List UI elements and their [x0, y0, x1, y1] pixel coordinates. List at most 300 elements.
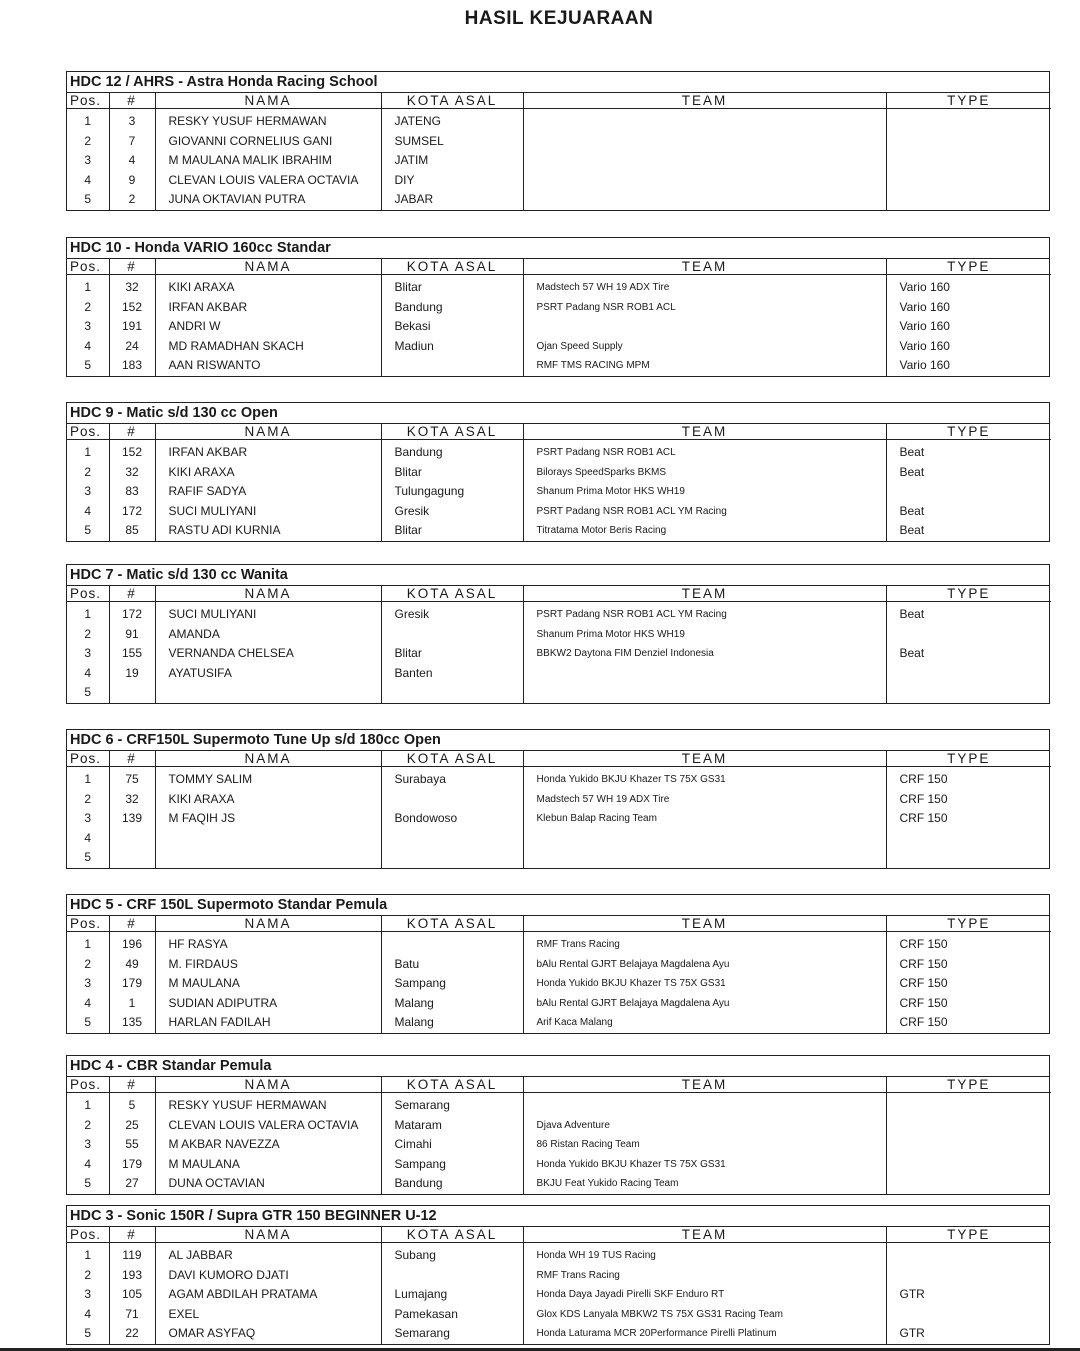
- cell-kota: Sampang: [381, 1155, 523, 1175]
- cell-team: Djava Adventure: [523, 1116, 886, 1136]
- cell-pos: 4: [67, 829, 109, 849]
- cell-team: Honda WH 19 TUS Racing: [523, 1243, 886, 1266]
- cell-type: Vario 160: [899, 319, 950, 333]
- cell-type: Beat: [899, 445, 925, 459]
- cell-num: 193: [109, 1266, 155, 1286]
- header-team: TEAM: [523, 259, 886, 275]
- cell-kota: [381, 625, 523, 645]
- table-row: [67, 337, 1051, 357]
- cell-team: [523, 683, 886, 703]
- cell-num: 135: [109, 1013, 155, 1033]
- header-kota: KOTA ASAL: [381, 1077, 523, 1093]
- cell-num: 172: [109, 602, 155, 625]
- cell-team: [523, 1093, 886, 1116]
- cell-nama: RESKY YUSUF HERMAWAN: [155, 109, 381, 132]
- cell-pos: 3: [67, 317, 109, 337]
- cell-type: Beat: [899, 646, 925, 660]
- cell-nama: OMAR ASYFAQ: [155, 1324, 381, 1344]
- cell-nama: M. FIRDAUS: [155, 955, 381, 975]
- cell-team: [523, 848, 886, 868]
- cell-num: 155: [109, 644, 155, 664]
- cell-kota: [381, 356, 523, 376]
- cell-type: [886, 1174, 1051, 1194]
- cell-num: 4: [109, 151, 155, 171]
- cell-nama: [155, 829, 381, 849]
- cell-type: [886, 1116, 1051, 1136]
- header-num: #: [109, 916, 155, 932]
- cell-nama: M MAULANA: [155, 974, 381, 994]
- cell-pos: 5: [67, 356, 109, 376]
- cell-num: 152: [109, 298, 155, 318]
- header-nama: NAMA: [155, 1227, 381, 1243]
- cell-nama: M MAULANA MALIK IBRAHIM: [155, 151, 381, 171]
- cell-pos: 2: [67, 463, 109, 483]
- cell-pos: 3: [67, 644, 109, 664]
- cell-pos: 4: [67, 994, 109, 1014]
- cell-pos: 1: [67, 602, 109, 625]
- table-row: [67, 1155, 1051, 1175]
- table-row: [67, 848, 1051, 868]
- cell-type: [886, 848, 1051, 868]
- cell-team: [523, 829, 886, 849]
- cell-kota: Bandung: [381, 440, 523, 463]
- table-row: [67, 767, 1051, 790]
- cell-num: 1: [109, 994, 155, 1014]
- header-num: #: [109, 424, 155, 440]
- cell-num: 7: [109, 132, 155, 152]
- cell-pos: 2: [67, 790, 109, 810]
- cell-type: [886, 482, 1051, 502]
- cell-kota: Gresik: [381, 602, 523, 625]
- cell-team: BBKW2 Daytona FIM Denziel Indonesia: [523, 644, 886, 664]
- header-num: #: [109, 93, 155, 109]
- cell-num: 179: [109, 1155, 155, 1175]
- header-nama: NAMA: [155, 424, 381, 440]
- cell-kota: Bekasi: [381, 317, 523, 337]
- table-row: [67, 151, 1051, 171]
- cell-pos: 1: [67, 440, 109, 463]
- cell-nama: ANDRI W: [155, 317, 381, 337]
- table-row: [67, 932, 1051, 955]
- header-kota: KOTA ASAL: [381, 751, 523, 767]
- header-nama: NAMA: [155, 259, 381, 275]
- cell-team: Bilorays SpeedSparks BKMS: [523, 463, 886, 483]
- cell-pos: 3: [67, 809, 109, 829]
- cell-nama: M MAULANA: [155, 1155, 381, 1175]
- cell-team: [523, 109, 886, 132]
- table-row: [67, 356, 1051, 376]
- table-row: [67, 521, 1051, 541]
- header-type: TYPE: [886, 424, 1051, 440]
- cell-type: Vario 160: [899, 299, 950, 314]
- cell-num: [109, 848, 155, 868]
- cell-num: 83: [109, 482, 155, 502]
- cell-pos: 5: [67, 1324, 109, 1344]
- cell-kota: [381, 848, 523, 868]
- cell-team: [523, 664, 886, 684]
- table-row: [67, 1285, 1051, 1305]
- class-block: [66, 402, 1050, 542]
- cell-pos: 5: [67, 1013, 109, 1033]
- cell-type: [886, 1243, 1051, 1266]
- table-row: [67, 1135, 1051, 1155]
- table-row: [67, 482, 1051, 502]
- header-num: #: [109, 1077, 155, 1093]
- table-row: [67, 317, 1051, 337]
- cell-nama: RAFIF SADYA: [155, 482, 381, 502]
- cell-team: 86 Ristan Racing Team: [523, 1135, 886, 1155]
- cell-team: [523, 317, 886, 337]
- cell-kota: Cimahi: [381, 1135, 523, 1155]
- cell-num: 91: [109, 625, 155, 645]
- cell-nama: DUNA OCTAVIAN: [155, 1174, 381, 1194]
- cell-type: Vario 160: [899, 338, 950, 353]
- cell-num: 32: [109, 790, 155, 810]
- cell-type: Vario 160: [899, 280, 950, 294]
- cell-type: Beat: [899, 503, 925, 518]
- cell-nama: RASTU ADI KURNIA: [155, 521, 381, 541]
- cell-kota: Blitar: [381, 463, 523, 483]
- cell-kota: [381, 1266, 523, 1286]
- header-type: TYPE: [886, 751, 1051, 767]
- header-kota: KOTA ASAL: [381, 1227, 523, 1243]
- header-team: TEAM: [523, 93, 886, 109]
- cell-num: 49: [109, 955, 155, 975]
- cell-pos: 3: [67, 482, 109, 502]
- cell-pos: 3: [67, 1135, 109, 1155]
- cell-nama: KIKI ARAXA: [155, 275, 381, 298]
- table-row: [67, 1305, 1051, 1325]
- cell-pos: 3: [67, 1285, 109, 1305]
- cell-pos: 4: [67, 337, 109, 357]
- cell-kota: [381, 932, 523, 955]
- table-row: [67, 664, 1051, 684]
- header-nama: NAMA: [155, 916, 381, 932]
- cell-type: [886, 190, 1051, 210]
- cell-nama: AAN RISWANTO: [155, 356, 381, 376]
- table-row: [67, 1243, 1051, 1266]
- table-row: [67, 955, 1051, 975]
- cell-team: Madstech 57 WH 19 ADX Tire: [523, 790, 886, 810]
- cell-pos: 4: [67, 171, 109, 191]
- cell-num: 119: [109, 1243, 155, 1266]
- cell-kota: Tulungagung: [381, 482, 523, 502]
- header-pos: Pos.: [67, 259, 109, 275]
- cell-pos: 2: [67, 625, 109, 645]
- cell-num: 25: [109, 1116, 155, 1136]
- cell-type: GTR: [899, 1326, 925, 1340]
- table-row: [67, 502, 1051, 522]
- cell-team: [523, 190, 886, 210]
- header-type: TYPE: [886, 586, 1051, 602]
- class-block: [66, 1055, 1050, 1195]
- cell-team: PSRT Padang NSR ROB1 ACL: [523, 440, 886, 463]
- cell-nama: IRFAN AKBAR: [155, 440, 381, 463]
- table-row: [67, 275, 1051, 298]
- cell-type: [886, 829, 1051, 849]
- cell-type: [886, 664, 1051, 684]
- cell-nama: AL JABBAR: [155, 1243, 381, 1266]
- cell-num: 71: [109, 1305, 155, 1325]
- cell-type: CRF 150: [899, 772, 948, 786]
- results-table: [67, 586, 1051, 703]
- header-num: #: [109, 259, 155, 275]
- cell-pos: 1: [67, 275, 109, 298]
- cell-kota: Semarang: [381, 1093, 523, 1116]
- table-row: [67, 809, 1051, 829]
- cell-type: CRF 150: [899, 811, 948, 825]
- cell-num: 152: [109, 440, 155, 463]
- cell-type: [886, 1266, 1051, 1286]
- header-pos: Pos.: [67, 586, 109, 602]
- table-row: [67, 1266, 1051, 1286]
- cell-nama: VERNANDA CHELSEA: [155, 644, 381, 664]
- cell-nama: IRFAN AKBAR: [155, 298, 381, 318]
- cell-pos: 3: [67, 151, 109, 171]
- header-pos: Pos.: [67, 424, 109, 440]
- cell-type: Vario 160: [899, 358, 950, 372]
- class-title: HDC 12 / AHRS - Astra Honda Racing School: [67, 72, 1049, 93]
- cell-team: Honda Yukido BKJU Khazer TS 75X GS31: [523, 974, 886, 994]
- cell-pos: 1: [67, 1243, 109, 1266]
- cell-num: 139: [109, 809, 155, 829]
- results-table: [67, 751, 1051, 868]
- cell-kota: Batu: [381, 955, 523, 975]
- cell-type: [886, 132, 1051, 152]
- header-type: TYPE: [886, 93, 1051, 109]
- cell-kota: SUMSEL: [381, 132, 523, 152]
- cell-type: GTR: [899, 1287, 925, 1301]
- cell-num: 183: [109, 356, 155, 376]
- cell-type: Beat: [899, 523, 925, 537]
- header-num: #: [109, 1227, 155, 1243]
- cell-team: bAlu Rental GJRT Belajaya Magdalena Ayu: [523, 955, 886, 975]
- cell-team: bAlu Rental GJRT Belajaya Magdalena Ayu: [523, 994, 886, 1014]
- cell-kota: Blitar: [381, 521, 523, 541]
- header-pos: Pos.: [67, 751, 109, 767]
- cell-nama: [155, 683, 381, 703]
- document-title: HASIL KEJUARAAN: [464, 8, 654, 29]
- header-pos: Pos.: [67, 1227, 109, 1243]
- cell-nama: AGAM ABDILAH PRATAMA: [155, 1285, 381, 1305]
- class-title: HDC 10 - Honda VARIO 160cc Standar: [67, 238, 1049, 259]
- cell-nama: [155, 848, 381, 868]
- cell-pos: 1: [67, 109, 109, 132]
- cell-team: Honda Yukido BKJU Khazer TS 75X GS31: [523, 1155, 886, 1175]
- cell-num: 196: [109, 932, 155, 955]
- cell-num: 32: [109, 275, 155, 298]
- header-type: TYPE: [886, 1077, 1051, 1093]
- cell-pos: 1: [67, 1093, 109, 1116]
- cell-pos: 1: [67, 932, 109, 955]
- cell-nama: SUCI MULIYANI: [155, 602, 381, 625]
- table-row: [67, 790, 1051, 810]
- cell-kota: Pamekasan: [381, 1305, 523, 1325]
- cell-team: Shanum Prima Motor HKS WH19: [523, 625, 886, 645]
- cell-type: CRF 150: [899, 976, 948, 990]
- header-team: TEAM: [523, 1227, 886, 1243]
- cell-nama: HF RASYA: [155, 932, 381, 955]
- header-nama: NAMA: [155, 1077, 381, 1093]
- cell-nama: KIKI ARAXA: [155, 790, 381, 810]
- cell-team: BKJU Feat Yukido Racing Team: [523, 1174, 886, 1194]
- class-block: [66, 71, 1050, 211]
- cell-type: CRF 150: [899, 791, 948, 806]
- cell-kota: DIY: [381, 171, 523, 191]
- cell-kota: [381, 829, 523, 849]
- cell-nama: CLEVAN LOUIS VALERA OCTAVIA: [155, 171, 381, 191]
- results-table: [67, 1077, 1051, 1194]
- cell-type: [886, 1155, 1051, 1175]
- cell-kota: JATENG: [381, 109, 523, 132]
- header-type: TYPE: [886, 1227, 1051, 1243]
- header-kota: KOTA ASAL: [381, 586, 523, 602]
- header-team: TEAM: [523, 1077, 886, 1093]
- table-row: [67, 994, 1051, 1014]
- cell-pos: 5: [67, 190, 109, 210]
- cell-nama: JUNA OKTAVIAN PUTRA: [155, 190, 381, 210]
- table-row: [67, 440, 1051, 463]
- results-table: [67, 259, 1051, 376]
- cell-kota: Malang: [381, 994, 523, 1014]
- header-team: TEAM: [523, 751, 886, 767]
- cell-pos: 5: [67, 521, 109, 541]
- cell-team: PSRT Padang NSR ROB1 ACL: [523, 298, 886, 318]
- header-nama: NAMA: [155, 93, 381, 109]
- cell-kota: Blitar: [381, 644, 523, 664]
- cell-team: Shanum Prima Motor HKS WH19: [523, 482, 886, 502]
- cell-type: [886, 1305, 1051, 1325]
- cell-num: 22: [109, 1324, 155, 1344]
- cell-type: [886, 109, 1051, 132]
- cell-team: [523, 132, 886, 152]
- cell-kota: Banten: [381, 664, 523, 684]
- cell-pos: 2: [67, 1266, 109, 1286]
- table-row: [67, 644, 1051, 664]
- table-row: [67, 1174, 1051, 1194]
- cell-type: Beat: [899, 607, 925, 621]
- cell-nama: DAVI KUMORO DJATI: [155, 1266, 381, 1286]
- header-nama: NAMA: [155, 586, 381, 602]
- class-block: [66, 1205, 1050, 1345]
- cell-pos: 2: [67, 955, 109, 975]
- cell-nama: GIOVANNI CORNELIUS GANI: [155, 132, 381, 152]
- cell-type: CRF 150: [899, 995, 948, 1010]
- results-table: [67, 93, 1051, 210]
- cell-type: [886, 625, 1051, 645]
- cell-nama: M FAQIH JS: [155, 809, 381, 829]
- cell-pos: 4: [67, 1305, 109, 1325]
- cell-type: [886, 1135, 1051, 1155]
- cell-num: 32: [109, 463, 155, 483]
- cell-team: PSRT Padang NSR ROB1 ACL YM Racing: [523, 602, 886, 625]
- class-title: HDC 5 - CRF 150L Supermoto Standar Pemula: [67, 895, 1049, 916]
- cell-pos: 5: [67, 848, 109, 868]
- cell-kota: Semarang: [381, 1324, 523, 1344]
- cell-kota: Bondowoso: [381, 809, 523, 829]
- cell-nama: SUCI MULIYANI: [155, 502, 381, 522]
- cell-nama: AMANDA: [155, 625, 381, 645]
- cell-kota: Blitar: [381, 275, 523, 298]
- cell-num: 75: [109, 767, 155, 790]
- cell-type: CRF 150: [899, 956, 948, 971]
- cell-kota: Madiun: [381, 337, 523, 357]
- header-team: TEAM: [523, 586, 886, 602]
- header-kota: KOTA ASAL: [381, 916, 523, 932]
- cell-kota: Malang: [381, 1013, 523, 1033]
- header-kota: KOTA ASAL: [381, 424, 523, 440]
- class-block: [66, 237, 1050, 377]
- cell-kota: Subang: [381, 1243, 523, 1266]
- cell-kota: JABAR: [381, 190, 523, 210]
- cell-nama: M AKBAR NAVEZZA: [155, 1135, 381, 1155]
- cell-team: PSRT Padang NSR ROB1 ACL YM Racing: [523, 502, 886, 522]
- header-team: TEAM: [523, 424, 886, 440]
- cell-type: Beat: [899, 464, 925, 479]
- cell-num: 172: [109, 502, 155, 522]
- cell-nama: KIKI ARAXA: [155, 463, 381, 483]
- cell-num: 2: [109, 190, 155, 210]
- table-row: [67, 190, 1051, 210]
- class-title: HDC 7 - Matic s/d 130 cc Wanita: [67, 565, 1049, 586]
- cell-num: 5: [109, 1093, 155, 1116]
- cell-type: [886, 683, 1051, 703]
- results-table: [67, 424, 1051, 541]
- cell-pos: 4: [67, 1155, 109, 1175]
- table-row: [67, 1116, 1051, 1136]
- cell-nama: AYATUSIFA: [155, 664, 381, 684]
- table-row: [67, 625, 1051, 645]
- cell-pos: 4: [67, 664, 109, 684]
- class-block: [66, 894, 1050, 1034]
- cell-num: 9: [109, 171, 155, 191]
- cell-kota: [381, 683, 523, 703]
- header-type: TYPE: [886, 916, 1051, 932]
- cell-pos: 2: [67, 298, 109, 318]
- table-row: [67, 1093, 1051, 1116]
- cell-type: [886, 171, 1051, 191]
- header-pos: Pos.: [67, 916, 109, 932]
- cell-num: 19: [109, 664, 155, 684]
- cell-kota: Surabaya: [381, 767, 523, 790]
- cell-nama: MD RAMADHAN SKACH: [155, 337, 381, 357]
- cell-num: 179: [109, 974, 155, 994]
- table-row: [67, 109, 1051, 132]
- cell-num: 85: [109, 521, 155, 541]
- cell-team: RMF Trans Racing: [523, 932, 886, 955]
- results-table: [67, 1227, 1051, 1344]
- class-block: [66, 564, 1050, 704]
- table-row: [67, 171, 1051, 191]
- cell-team: Titratama Motor Beris Racing: [523, 521, 886, 541]
- cell-pos: 2: [67, 132, 109, 152]
- cell-num: 24: [109, 337, 155, 357]
- header-type: TYPE: [886, 259, 1051, 275]
- cell-team: Ojan Speed Supply: [523, 337, 886, 357]
- class-title: HDC 4 - CBR Standar Pemula: [67, 1056, 1049, 1077]
- table-row: [67, 974, 1051, 994]
- header-team: TEAM: [523, 916, 886, 932]
- cell-num: 105: [109, 1285, 155, 1305]
- cell-team: Honda Daya Jayadi Pirelli SKF Enduro RT: [523, 1285, 886, 1305]
- cell-pos: 5: [67, 683, 109, 703]
- results-table: [67, 916, 1051, 1033]
- cell-type: CRF 150: [899, 1015, 948, 1029]
- cell-nama: TOMMY SALIM: [155, 767, 381, 790]
- cell-team: Glox KDS Lanyala MBKW2 TS 75X GS31 Racing Team: [523, 1305, 886, 1325]
- cell-type: [886, 1093, 1051, 1116]
- cell-pos: 2: [67, 1116, 109, 1136]
